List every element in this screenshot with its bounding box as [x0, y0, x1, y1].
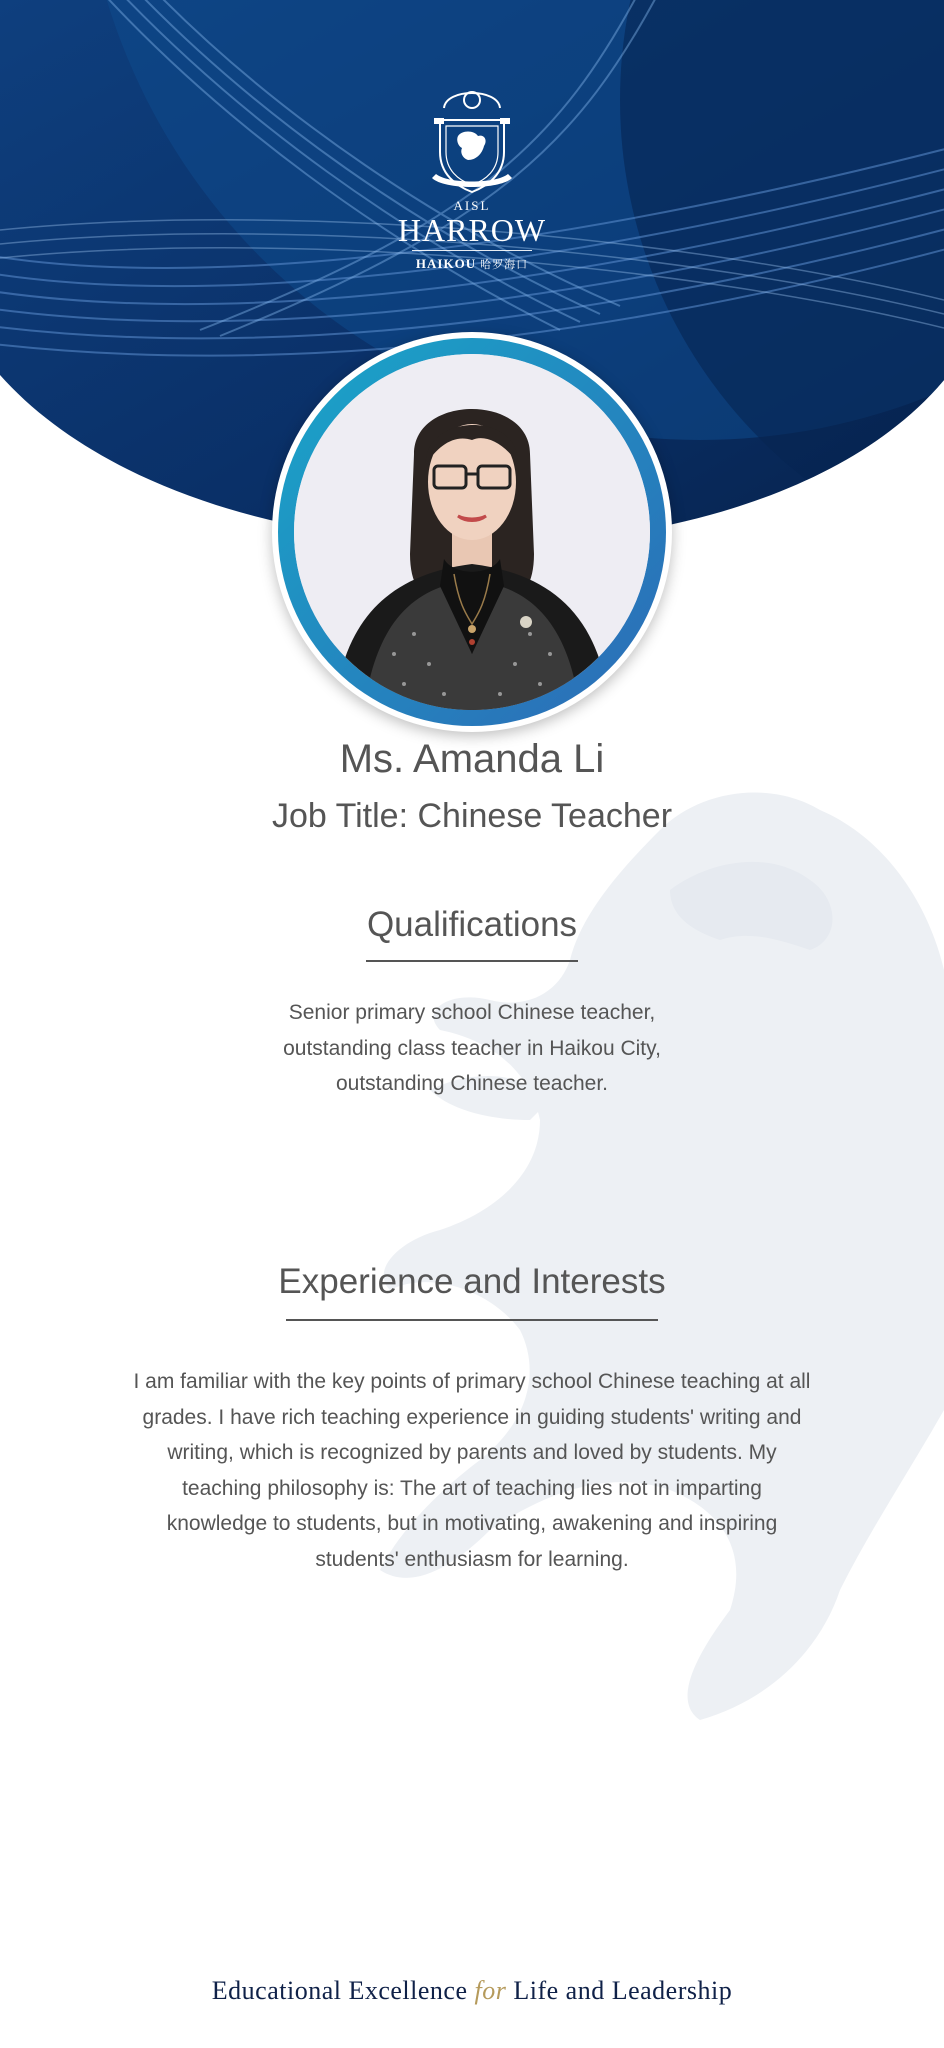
teacher-portrait — [294, 354, 650, 710]
footer-tagline — [0, 1976, 944, 2006]
logo-divider — [412, 250, 532, 251]
experience-heading: Experience and Interests — [278, 1262, 666, 1301]
school-logo — [392, 78, 552, 288]
school-name: HARROW — [397, 212, 547, 248]
experience-line: writing, which is recognized by parents and loved by students. My — [167, 1441, 777, 1464]
job-title: Job Title: Chinese Teacher — [271, 797, 673, 835]
school-prefix: AISL — [453, 198, 491, 213]
tagline-for: for — [474, 1976, 507, 2005]
campus-label — [392, 256, 552, 272]
qualifications-line: outstanding class teacher in Haikou City, — [283, 1036, 661, 1060]
experience-line: I am familiar with the key points of primary school Chinese teaching at all — [133, 1370, 811, 1393]
qualifications-line: Senior primary school Chinese teacher, — [288, 1001, 656, 1024]
campus-name: HAIKOU — [415, 256, 477, 271]
tagline-end: Life and Leadership — [513, 1976, 733, 2005]
portrait-frame — [272, 332, 672, 732]
qualifications-line: outstanding Chinese teacher. — [335, 1072, 609, 1095]
experience-line: teaching philosophy is: The art of teaching lies not in imparting — [182, 1476, 762, 1500]
qualifications-text — [172, 995, 772, 1102]
experience-line: students' enthusiasm for learning. — [315, 1547, 629, 1571]
experience-underline — [286, 1319, 658, 1321]
tagline-start: Educational Excellence — [211, 1976, 468, 2005]
experience-line: knowledge to students, but in motivating, awakening and inspiring — [166, 1512, 778, 1535]
experience-line: grades. I have rich teaching experience in guiding students' writing and — [142, 1405, 802, 1429]
qualifications-heading: Qualifications — [366, 905, 578, 944]
qualifications-underline — [366, 960, 578, 962]
experience-text — [42, 1364, 902, 1577]
campus-chinese: 哈罗海口 — [480, 258, 529, 271]
teacher-name: Ms. Amanda Li — [339, 737, 605, 781]
harrow-crest-icon — [424, 78, 520, 196]
